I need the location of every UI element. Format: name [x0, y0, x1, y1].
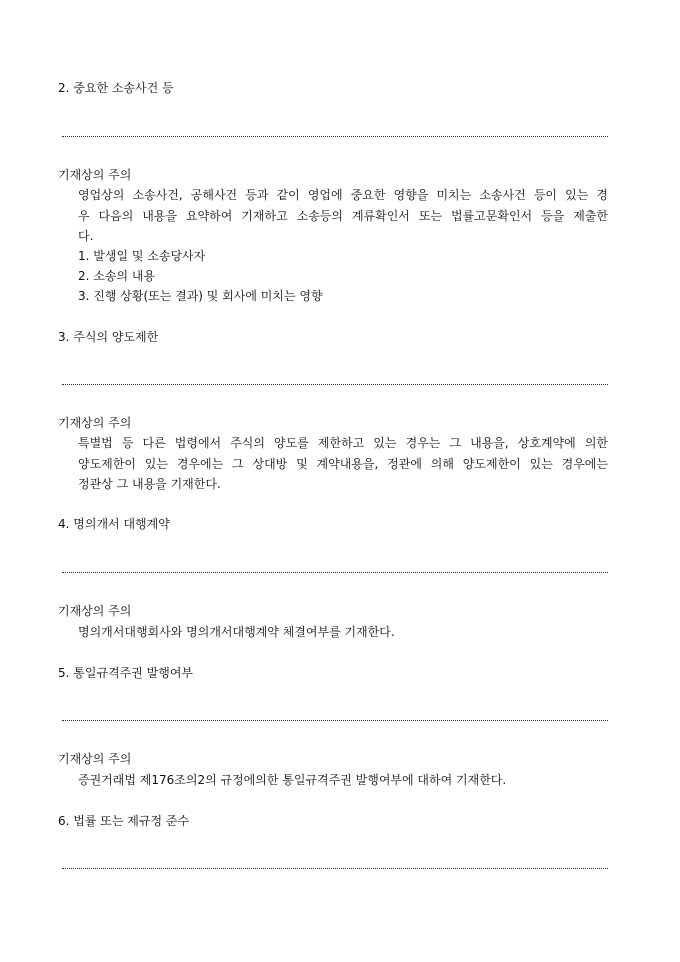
section-5-caution-title: 기재상의 주의 — [58, 752, 132, 766]
section-3-caution-title: 기재상의 주의 — [58, 416, 132, 430]
section-5-body-line-1: 증권거래법 제176조의2의 규정에의한 통일규격주권 발행여부에 대하여 기재한다. — [78, 773, 507, 787]
section-4-fill-line — [62, 572, 608, 573]
section-3-body-line-1: 특별법 등 다른 법령에서 주식의 양도를 제한하고 있는 경우는 그 내용을, 상호계약에 의한 — [78, 436, 608, 450]
section-4-caution-title: 기재상의 주의 — [58, 604, 132, 618]
section-5-heading: 5. 통일규격주권 발행여부 — [58, 666, 193, 680]
section-2-list-item-2: 2. 소송의 내용 — [78, 269, 156, 283]
section-2-list-item-1: 1. 발생일 및 소송당사자 — [78, 249, 206, 263]
section-3-body-line-2: 양도제한이 있는 경우에는 그 상대방 및 계약내용을, 정관에 의해 양도제한이 있는 경우에는 — [78, 457, 608, 471]
section-3-fill-line — [62, 384, 608, 385]
section-2-body-line-2: 우 다음의 내용을 요약하여 기재하고 소송등의 계류확인서 또는 법률고문확인서 등을 제출한 — [78, 209, 608, 223]
section-2-body-line-1: 영업상의 소송사건, 공해사건 등과 같이 영업에 중요한 영향을 미치는 소송사건 등이 있는 경 — [78, 188, 608, 202]
section-4-heading: 4. 명의개서 대행계약 — [58, 517, 170, 531]
section-2-fill-line — [62, 136, 608, 137]
section-3-heading: 3. 주식의 양도제한 — [58, 330, 159, 344]
section-5-fill-line — [62, 720, 608, 721]
section-6-fill-line — [62, 868, 608, 869]
section-2-caution-title: 기재상의 주의 — [58, 168, 132, 182]
section-2-heading: 2. 중요한 소송사건 등 — [58, 81, 174, 95]
section-2-list-item-3: 3. 진행 상황(또는 결과) 및 회사에 미치는 영향 — [78, 289, 323, 303]
section-6-heading: 6. 법률 또는 제규정 준수 — [58, 814, 190, 828]
section-2-body-line-3: 다. — [78, 229, 94, 243]
section-4-body-line-1: 명의개서대행회사와 명의개서대행계약 체결여부를 기재한다. — [78, 625, 395, 639]
section-3-body-line-3: 정관상 그 내용을 기재한다. — [78, 477, 221, 491]
